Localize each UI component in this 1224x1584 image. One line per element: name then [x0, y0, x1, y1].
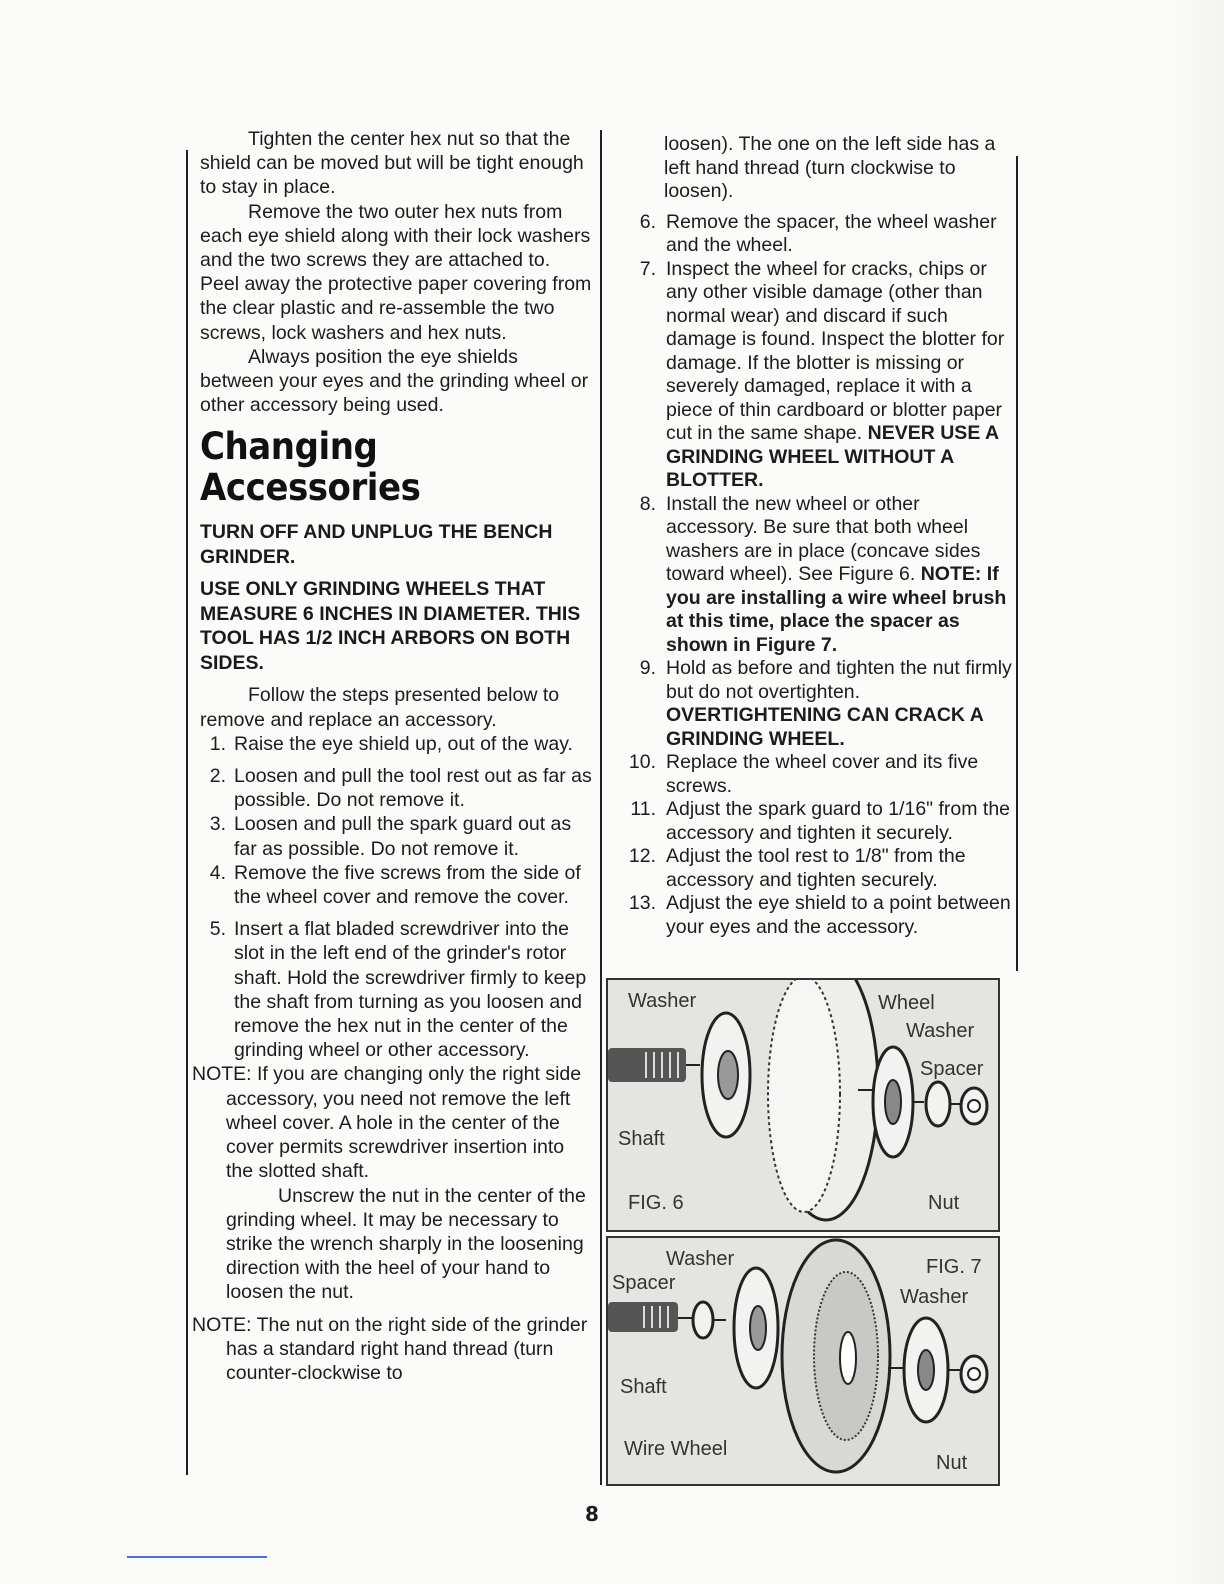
step-item: 2. Loosen and pull the tool rest out as far as possible. Do not remove it.	[209, 765, 592, 812]
step-item: 1. Raise the eye shield up, out of the way.	[209, 732, 573, 755]
paragraph-position-shields: Always position the eye shields between your eyes and the grinding wheel or other accessory being used.	[200, 345, 589, 417]
paragraph-remove-nuts: Remove the two outer hex nuts from each eye shield along with their lock washers and the two screws they are attached to. Peel away the protective paper covering from the clear plastic and re-assemble the two screws, lock washers and hex nuts.	[200, 200, 592, 344]
note-right-side: NOTE: If you are changing only the right side accessory, you need not remove the left wheel cover. A hole in the center of the cover permits screwdriver insertion into the slotted shaft.	[192, 1063, 582, 1183]
step-item: 9. Hold as before and tighten the nut firmly but do not overtighten. OVERTIGHTENING CAN CRACK A GRINDING WHEEL.	[639, 657, 1012, 750]
page-number: 8	[585, 1502, 599, 1526]
label-wheel-washer: Washer	[906, 1020, 975, 1042]
footnote-link-line	[127, 1556, 267, 1558]
right-margin-rule	[1016, 156, 1018, 971]
label-shaft: Shaft	[618, 1128, 665, 1150]
step-item: 5. Insert a flat bladed screwdriver into the slot in the left end of the grinder's rotor shaft. Hold the screwdriver firmly to keep the shaft from turning as you loosen and remove the hex nut in the center of the grinding wheel or other accessory.	[209, 918, 587, 1062]
paragraph-tighten: Tighten the center hex nut so that the shield can be moved but will be tight enough to stay in place.	[200, 128, 584, 199]
label-washer: Washer	[628, 990, 697, 1012]
step-item: 13. Adjust the eye shield to a point between your eyes and the accessory.	[628, 892, 1011, 938]
paragraph-unscrew: Unscrew the nut in the center of the grinding wheel. It may be necessary to strike the wrench sharply in the loosening direction with the heel of your hand to loosen the nut.	[226, 1184, 586, 1304]
figure-7-caption: FIG. 7	[926, 1256, 982, 1278]
section-heading-line1: Changing	[200, 425, 378, 469]
warning-wheel-size: USE ONLY GRINDING WHEELS THAT MEASURE 6 INCHES IN DIAMETER. THIS TOOL HAS 1/2 INCH ARBORS ON BOTH SIDES.	[200, 578, 581, 674]
step-item: 3. Loosen and pull the spark guard out as far as possible. Do not remove it.	[209, 813, 572, 860]
label-nut: Nut	[928, 1192, 960, 1214]
label-nut: Nut	[936, 1452, 968, 1474]
figure-7	[606, 1236, 1000, 1486]
label-spacer: Spacer	[612, 1272, 676, 1294]
page-edge-shadow	[1168, 0, 1224, 1584]
section-heading-line2: Accessories	[200, 466, 421, 510]
note-thread: NOTE: The nut on the right side of the grinder has a standard right hand thread (turn counter-clockwise to	[192, 1313, 588, 1384]
figure-6	[606, 978, 1000, 1232]
step-item: 4. Remove the five screws from the side of the wheel cover and remove the cover.	[209, 861, 581, 909]
paragraph-intro: Follow the steps presented below to remove and replace an accessory.	[200, 684, 560, 731]
right-column	[622, 133, 1014, 939]
label-wire-wheel: Wire Wheel	[624, 1438, 728, 1460]
label-wheel: Wheel	[878, 992, 935, 1014]
steps-list-left	[200, 732, 592, 1063]
figure-6-caption: FIG. 6	[628, 1192, 684, 1214]
label-washer-right: Washer	[900, 1286, 969, 1308]
step-item: 10. Replace the wheel cover and its five screws.	[628, 751, 979, 797]
step-item: 12. Adjust the tool rest to 1/8" from the accessory and tighten securely.	[628, 845, 966, 891]
steps-list-right	[622, 211, 1014, 940]
paragraph-continued: loosen). The one on the left side has a left hand thread (turn clockwise to loosen).	[664, 133, 996, 202]
label-spacer: Spacer	[920, 1058, 984, 1080]
step-item: 11. Adjust the spark guard to 1/16" from the accessory and tighten it securely.	[630, 798, 1011, 844]
label-shaft: Shaft	[620, 1376, 667, 1398]
step-item: 6. Remove the spacer, the wheel washer and the wheel.	[639, 210, 997, 256]
warning-unplug: TURN OFF AND UNPLUG THE BENCH GRINDER.	[200, 521, 553, 568]
left-margin-rule	[186, 150, 188, 1475]
step-item: 7. Inspect the wheel for cracks, chips or any other visible damage (other than normal wear) and discard if such damage is found. Inspect the blotter for damage. If the blotter is missing or severely damaged, replace it with a piece of thin cardboard or blotter paper cut in the same shape. NEVER USE A GRINDING WHEEL WITHOUT A BLOTTER.	[639, 257, 1005, 491]
step-item: 8. Install the new wheel or other accessory. Be sure that both wheel washers are in place (concave sides toward wheel). See Figure 6. NOTE: If you are installing a wire wheel brush at this time, place the spacer as shown in Figure 7.	[639, 492, 1007, 656]
label-washer: Washer	[666, 1248, 735, 1270]
center-rule	[600, 130, 602, 1485]
left-column	[192, 127, 592, 1385]
